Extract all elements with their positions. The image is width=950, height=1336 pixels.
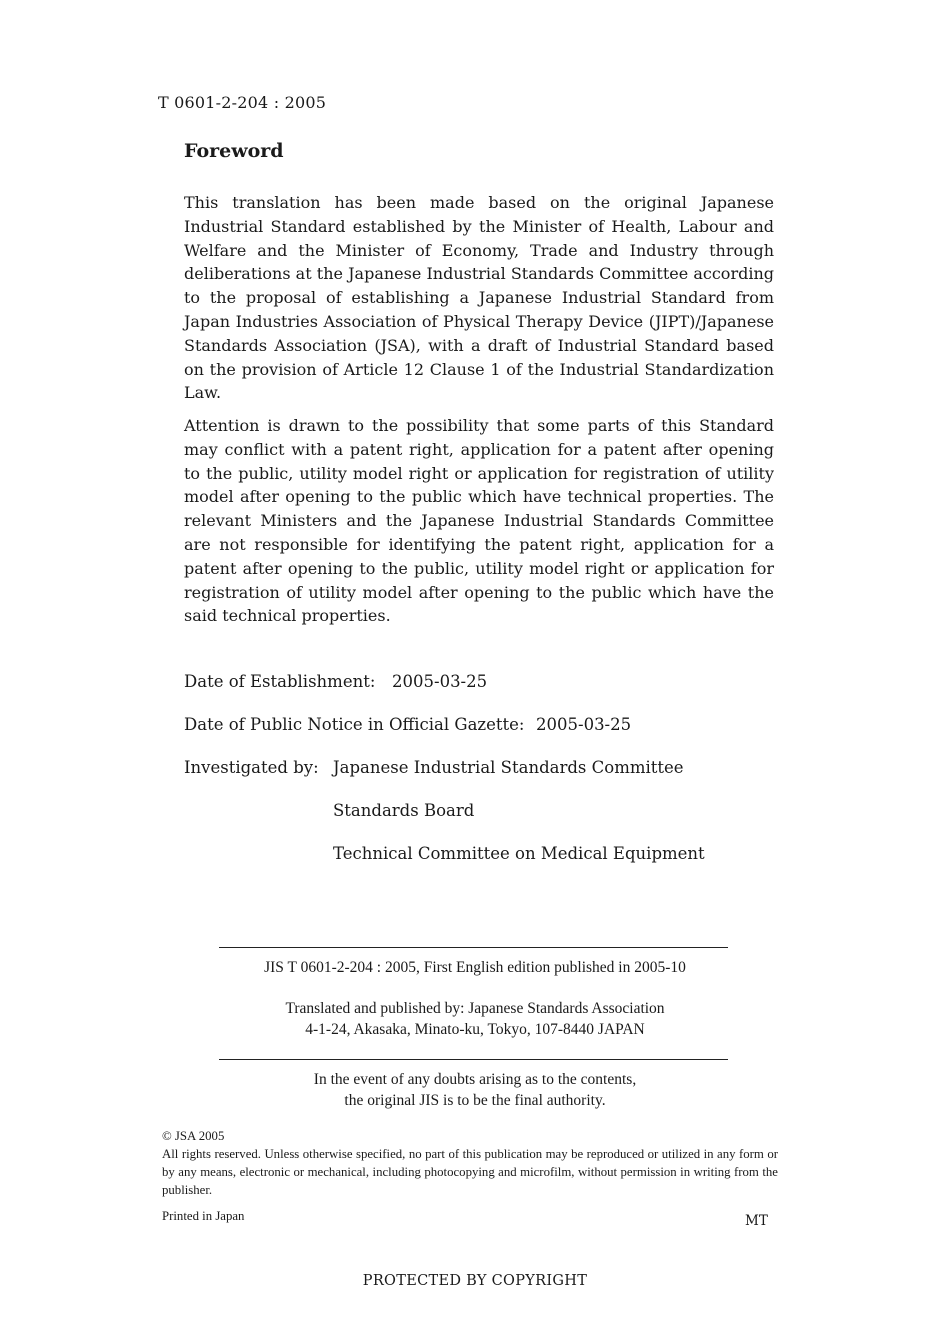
copyright-footer: PROTECTED BY COPYRIGHT [362,1273,588,1289]
authority-line: In the event of any doubts arising as to the contents, [313,1071,637,1088]
foreword-title: Foreword [184,140,284,162]
divider-bottom [219,1059,728,1060]
document-code: MT [745,1213,768,1229]
rights-statement: All rights reserved. Unless otherwise specified, no part of this publication may be reproduced or utilized in any form or by any means, electronic or mechanical, including photocopying and microfilm, without permission in writing from the publisher. [162,1147,778,1197]
foreword-paragraph: This translation has been made based on the original Japanese Industrial Standard established by the Minister of Health, Labour and Welfare and the Minister of Economy, Trade and Industry through deliberations at the Japanese Industrial Standards Committee according to the proposal of establishing a Japanese Industrial Standard from Japan Industries Association of Physical Therapy Device (JIPT)/Japanese Standards Association (JSA), with a draft of Industrial Standard based on the provision of Article 12 Clause 1 of the Industrial Standardization Law. [184,193,774,403]
publisher-line: Translated and published by: Japanese Standards Association [285,1000,665,1017]
divider-top [219,947,728,948]
copyright-notice: © JSA 2005 [162,1129,225,1143]
authority-line: the original JIS is to be the final authority. [344,1092,606,1109]
printed-in: Printed in Japan [162,1209,245,1223]
standards-board: Standards Board [333,801,475,820]
edition-line: JIS T 0601-2-204 : 2005, First English edition published in 2005-10 [264,959,686,976]
address-line: 4-1-24, Akasaka, Minato-ku, Tokyo, 107-8440 JAPAN [305,1021,645,1038]
investigated-label: Investigated by: [184,758,319,777]
foreword-paragraph: Attention is drawn to the possibility that some parts of this Standard may conflict with a patent right, application for a patent after opening to the public, utility model right or application for registration of utility model after opening to the public which have technical properties. The relevant Ministers and the Japanese Industrial Standards Committee are not responsible for identifying the patent right, application for a patent after opening to the public, utility model right or application for registration of utility model after opening to the public which have the said technical properties. [184,416,774,626]
public-notice-label: Date of Public Notice in Official Gazette: [184,715,525,734]
investigating-committee: Japanese Industrial Standards Committee [333,758,684,777]
standard-id: T 0601-2-204 : 2005 [158,93,327,112]
establishment-value: 2005-03-25 [392,672,488,691]
public-notice-value: 2005-03-25 [536,715,632,734]
establishment-label: Date of Establishment: [184,672,376,691]
technical-committee: Technical Committee on Medical Equipment [333,844,705,863]
